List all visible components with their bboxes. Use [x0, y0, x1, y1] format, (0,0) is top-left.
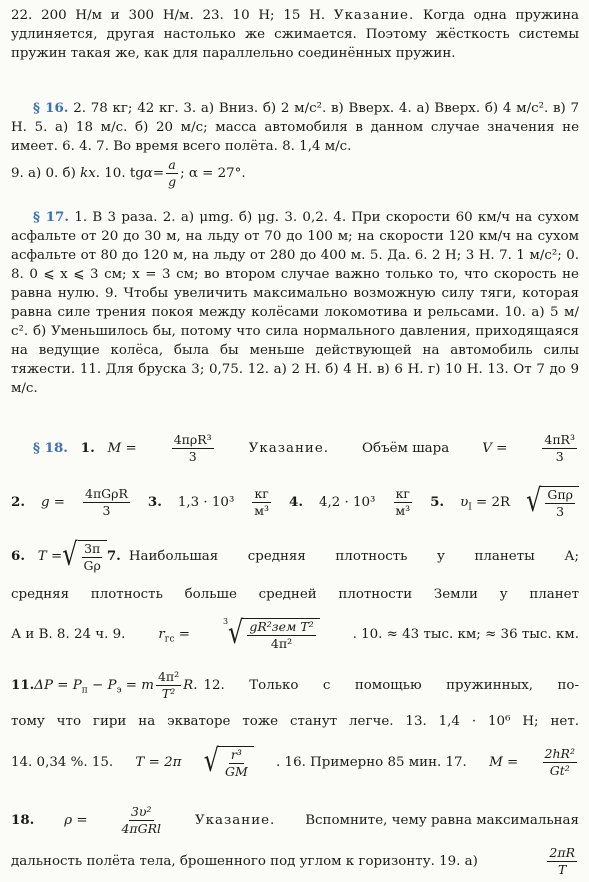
var-rho: ρ = [64, 813, 88, 828]
s18-line-10 [11, 846, 579, 877]
sqrt-body [243, 618, 319, 651]
frac-num: 4πR³ [544, 432, 575, 447]
s18-line-6 [11, 670, 579, 701]
a5: 5. [430, 494, 445, 510]
a16-text: . 16. Примерно 85 мин. 17. [276, 755, 467, 770]
var-T: T [37, 549, 47, 564]
a7-text: Наибольшая средняя плотность у планеты А; [128, 549, 579, 564]
text-22-23: 22. 200 Н/м и 300 Н/м. 23. 10 Н; 15 Н. [11, 8, 334, 23]
unit-kg-m3-2 [393, 487, 412, 518]
s18-line-3 [11, 536, 579, 573]
fraction-a-over-g [166, 158, 178, 189]
equals: = [178, 627, 191, 642]
angle-result: ; α = 27°. [180, 166, 246, 181]
sqrt-5 [526, 482, 579, 519]
var-r: r [158, 627, 165, 642]
frac-num: 2hR² [544, 746, 575, 761]
frac-num: 4π² [157, 669, 180, 684]
var-r-sub: гс [164, 634, 175, 645]
var-V: V [482, 441, 492, 456]
frac-den: 3 [555, 449, 564, 464]
equals: = [496, 441, 508, 456]
fraction-g [83, 487, 130, 518]
sqrt-body [541, 486, 579, 519]
section-16-line-9 [11, 158, 579, 189]
frac-num: a [168, 157, 176, 172]
equals: = [53, 495, 66, 510]
unit-den: м³ [395, 503, 411, 518]
section-16 [11, 99, 579, 156]
a2: 2. [11, 494, 25, 510]
section-17-text: 1. В 3 раза. 2. а) μmg. б) μg. 3. 0,2. 4. При скорости 60 км/ч на сухом асфальте от 20 до 30 м, на льду от 70 до 100 м; на скорости 120 км/ч на сухом асфальте от 80 до 120 м, на льду от 280 до 400 м. 5. Да. 6. 2 Н; 3 Н. 7. 1 м/с²; 0. 8. 0 ⩽ x ⩽ 3 см; x = 3 см; во втором случае важно только то, что скорость не равна нулю. 9. Чтобы увеличить максимально возможную силу тяги, которая равна силе трения покоя между колёсами локомотива и рельсами. 10. а) 5 м/с². б) Уменьшилось бы, потому что сила нормального давления, приходящаяся на ведущие колёса, была бы меньше действующей на автомобиль силы тяжести. 11. Для бруска 3; 0,75. 12. а) 2 Н. б) 4 Н. в) 6 Н. г) 10 Н. 13. От 7 до 9 м/с. [11, 210, 579, 396]
frac-den: T² [161, 686, 176, 701]
section-16-text: 2. 78 кг; 42 кг. 3. а) Вниз. б) 2 м/с². в) Вверх. 4. а) Вверх. б) 4 м/с². в) 7 Н. 5. а) 18 м/с. б) 20 м/с; масса автомобиля в данном случае значения не имеет. 6. 4. 7. Во время всего полёта. 8. 1,4 м/с. [11, 101, 580, 154]
unit-num: кг [395, 486, 410, 501]
equals: = [152, 166, 165, 181]
a18: 18. [11, 812, 35, 828]
section-17 [11, 208, 579, 398]
s18-line-8 [11, 742, 579, 779]
a7: 7. [106, 548, 121, 564]
a18-text: Вспомните, чему равна максимальная [305, 813, 579, 828]
fraction-M [172, 433, 214, 464]
frac-den: Gt² [549, 763, 570, 778]
hint-label: Указание. [194, 813, 276, 828]
unit-den: м³ [254, 503, 270, 518]
fraction-19 [547, 846, 577, 877]
var-v-sub: I [468, 502, 472, 513]
frac-den: 3 [188, 449, 197, 464]
frac-num: 4πρR³ [173, 432, 212, 447]
two-r: = 2R [476, 495, 511, 510]
sub-e: э [116, 685, 122, 696]
a9-text: 9. а) 0. б) [11, 166, 76, 181]
hint-label: Указание. [248, 441, 330, 456]
equals-m: = m [121, 678, 154, 693]
s18-line-9 [11, 805, 579, 836]
sqrt-6 [62, 536, 107, 573]
sub-p: п [81, 685, 88, 696]
hint-label: Указание. [333, 8, 415, 23]
s18-line-1 [11, 433, 579, 464]
equals: = [50, 549, 63, 564]
frac-den: GM [224, 764, 248, 779]
section-16-label: § 16. [33, 100, 69, 116]
delta-p: ΔP = P [34, 678, 82, 693]
minus-p: − P [87, 678, 117, 693]
a10-text: . 10. tg [95, 166, 144, 181]
frac-den: T [558, 862, 567, 877]
answers-22-23 [11, 6, 579, 63]
frac-num: 4πGρR [85, 486, 128, 501]
frac-num: 2πR [549, 845, 575, 860]
unit-num: кг [254, 486, 269, 501]
unit-kg-m3 [252, 487, 271, 518]
frac-den: Gρ [83, 558, 101, 573]
a3-value: 1,3 · 10³ [177, 495, 235, 510]
sqrt-body [219, 746, 254, 779]
frac-den: g [168, 174, 177, 189]
sqrt-sign: √ [228, 614, 244, 651]
sqrt-sign: √ [203, 742, 219, 779]
var-v: υ [460, 495, 469, 510]
s18-line-4: средняя плотность больше средней плотности Земли у планет [11, 587, 579, 602]
volume-text: Объём шара [362, 441, 450, 456]
a8-text: А и В. 8. 24 ч. 9. [11, 627, 126, 642]
var-T15: T = 2π [135, 755, 182, 770]
a3: 3. [147, 494, 162, 510]
frac-num: r³ [230, 747, 242, 762]
sqrt-body [78, 540, 107, 573]
frac-num: gR²зем T² [249, 619, 314, 634]
s18-line-2 [11, 482, 579, 519]
var-M17: M = [489, 755, 519, 770]
section-17-label: § 17. [33, 209, 70, 225]
fraction-18 [119, 805, 163, 836]
fraction-V [542, 433, 577, 464]
a4: 4. [289, 494, 303, 510]
fraction-11 [156, 670, 181, 701]
frac-num: 3υ² [130, 804, 152, 819]
alpha-symbol: α [143, 166, 153, 181]
hint-text: Когда одна пружина удлиняется, другая настолько же сжимается. Поэтому жёсткость системы пружин такая же, как для параллельно соединённых пружин. [11, 8, 580, 61]
root-index: 3 [222, 617, 229, 626]
a12-text: 12. Только с помощью пружинных, по- [203, 678, 579, 693]
frac-den: 4πGRl [121, 821, 162, 836]
s18-line-5 [11, 614, 579, 651]
frac-den: 4π² [270, 636, 293, 651]
kx-expr: kx [80, 166, 96, 181]
a1: 1. [80, 440, 95, 456]
var-R: R. [183, 678, 198, 693]
a19-text: дальность полёта тела, брошенного под углом к горизонту. 19. а) [11, 854, 478, 869]
a11: 11. [11, 677, 35, 693]
sqrt-sign: √ [526, 482, 542, 519]
frac-den: 3 [556, 504, 565, 519]
fraction-17 [543, 747, 577, 778]
a14-text: 14. 0,34 %. 15. [11, 755, 114, 770]
s18-line-7: тому что гири на экваторе тоже станут легче. 13. 1,4 · 10⁶ Н; нет. [11, 714, 579, 729]
frac-den: 3 [102, 503, 111, 518]
frac-num: Gπρ [547, 487, 573, 502]
frac-num: 3π [84, 541, 101, 556]
cbrt-9 [222, 614, 320, 651]
var-g: g [40, 495, 50, 510]
equals: = [125, 441, 137, 456]
a10-text: . 10. ≈ 43 тыс. км; ≈ 36 тыс. км. [352, 627, 579, 642]
sqrt-15 [203, 742, 254, 779]
section-18-label: § 18. [33, 440, 68, 456]
sqrt-sign: √ [62, 536, 78, 573]
a6: 6. [11, 548, 25, 564]
a4-value: 4,2 · 10³ [318, 495, 376, 510]
var-M: M [107, 441, 122, 456]
